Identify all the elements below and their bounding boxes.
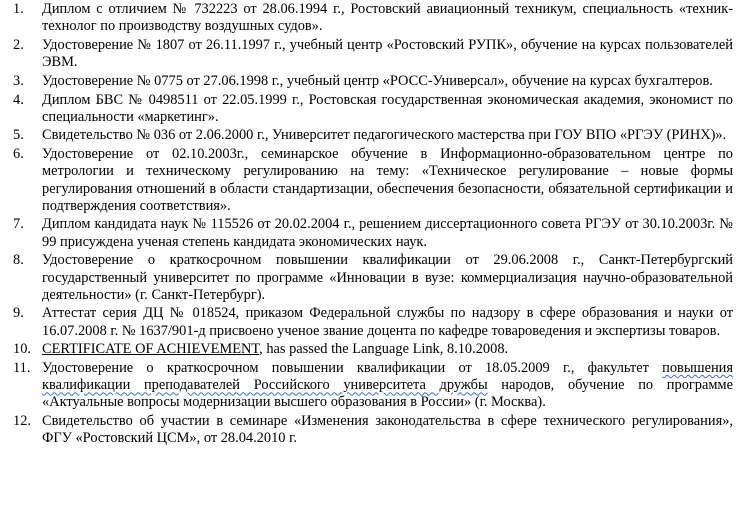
- item-text: Диплом с отличием № 732223 от 28.06.1994 г., Ростовский авиационный техникум, специальность «техник-технолог по производству воздушных судов».: [42, 1, 733, 35]
- item-number: 12.: [13, 413, 31, 430]
- list-item: [13, 73, 733, 90]
- list-item: [13, 92, 733, 126]
- item-text: Удостоверение о краткосрочном повышении квалификации от 18.05.2009 г., факультет повышения квалификации преподавателей Российского университета дружбы народов, обучение по программе «Актуальные вопросы модернизации высшего образования в России» (г. Москва).: [42, 360, 733, 411]
- list-item: [13, 1, 733, 35]
- list-item: [13, 127, 733, 144]
- item-number: 10.: [13, 341, 31, 358]
- item-text: Свидетельство № 036 от 2.06.2000 г., Университет педагогического мастерства при ГОУ ВПО «РГЭУ (РИНХ)».: [42, 127, 727, 144]
- item-number: 3.: [13, 72, 24, 89]
- list-item: [13, 37, 733, 71]
- item-text: Аттестат серия ДЦ № 018524, приказом Федеральной службы по надзору в сфере образования и науки от 16.07.2008 г. № 1637/901-д присвоено ученое звание доцента по кафедре товароведения и экспертизы товаров.: [42, 305, 733, 339]
- list-item: [13, 216, 733, 250]
- item-text: CERTIFICATE OF ACHIEVEMENT, has passed the Language Link, 8.10.2008.: [42, 341, 509, 358]
- item-number: 5.: [13, 127, 24, 144]
- item-text: Диплом БВС № 0498511 от 22.05.1999 г., Ростовская государственная экономическая академия, экономист по специальности «маркетинг».: [42, 91, 733, 125]
- qualifications-list: [13, 1, 733, 448]
- list-item: [13, 413, 733, 447]
- item-text: Удостоверение № 1807 от 26.11.1997 г., учебный центр «Ростовский РУПК», обучение на курсах пользователей ЭВМ.: [42, 36, 733, 71]
- list-item: [13, 305, 733, 339]
- list-item: [13, 146, 733, 215]
- item-number: 4.: [13, 91, 24, 108]
- item-text: Удостоверение о краткосрочном повышении квалификации от 29.06.2008 г., Санкт-Петербургский государственный университет по программе «Инновации в вузе: коммерциализация научно-образовательной деятельности» (г. Санкт-Петербург).: [42, 252, 733, 303]
- item-number: 1.: [13, 1, 24, 17]
- list-item: [13, 360, 733, 412]
- item-number: 11.: [13, 360, 31, 377]
- item-text: Диплом кандидата наук № 115526 от 20.02.2004 г., решением диссертационного совета РГЭУ от 30.10.2003г. № 99 присуждена ученая степень кандидата экономических наук.: [42, 216, 733, 250]
- item-text: Удостоверение № 0775 от 27.06.1998 г., учебный центр «РОСС-Универсал», обучение на курсах бухгалтеров.: [42, 72, 713, 89]
- item-text: Свидетельство об участии в семинаре «Изменения законодательства в сфере технического регулирования», ФГУ «Ростовский ЦСМ», от 28.04.2010 г.: [42, 413, 733, 447]
- item-number: 6.: [13, 146, 24, 163]
- list-item: [13, 252, 733, 304]
- item-number: 8.: [13, 252, 24, 269]
- underlined-text: CERTIFICATE OF ACHIEVEMENT: [42, 341, 260, 358]
- item-number: 7.: [13, 216, 24, 233]
- item-number: 2.: [13, 36, 24, 53]
- list-item: [13, 341, 733, 358]
- item-number: 9.: [13, 305, 24, 322]
- spellcheck-marked-text: повышения квалификации преподавателей Российского университета дружбы: [42, 360, 733, 394]
- item-text: Удостоверение от 02.10.2003г., семинарское обучение в Информационно-образовательном центре по метрологии и техническому регулированию на тему: «Техническое регулирование – новые формы регулирования отношений в области стандартизации, обеспечения безопасности, обязательной сертификации и подтверждения соответствия».: [42, 146, 733, 214]
